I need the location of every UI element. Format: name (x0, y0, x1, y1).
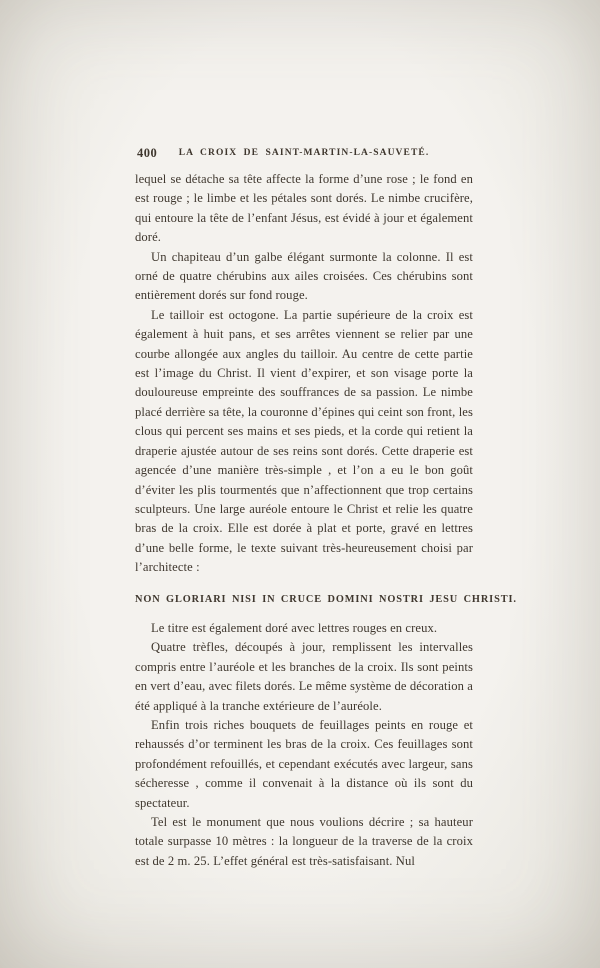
paragraph-tailloir: Le tailloir est octogone. La partie supérieure de la croix est également à huit pans, et ses arrêtes viennent se relier par une courbe allongée aux angles du tailloir. Au centre de cette partie est l’image du Christ. Il vient d’expirer, et son visage porte la douloureuse empreinte des souffrances de sa passion. Le nimbe placé derrière sa tête, la couronne d’épines qui ceint son front, les clous qui percent ses mains et ses pieds, et la corde qui retient la draperie ajustée autour de ses reins sont dorés. Cette draperie est agencée d’une manière très-simple , et l’on a eu le bon goût d’éviter les plis tourmentés que n’affectionnent que trop certains sculpteurs. Une large auréole entoure le Christ et relie les quatre bras de la croix. Elle est dorée à plat et porte, gravé en lettres d’une belle forme, le texte suivant très-heureusement choisi par l’architecte : (135, 307, 473, 575)
paragraph-feuillages: Enfin trois riches bouquets de feuillages peints en rouge et rehaussés d’or terminent les bras de la croix. Ces feuillages sont profondément refouillés, et cependant exécutés avec largeur, sans sécheresse , comme il convenait à la distance où ils sont du spectateur. (135, 717, 473, 810)
paragraph-chapiteau: Un chapiteau d’un galbe élégant surmonte la colonne. Il est orné de quatre chérubins aux ailes croisées. Ces chérubins sont entièrement dorés sur fond rouge. (135, 249, 473, 303)
paragraph-continuation: lequel se détache sa tête affecte la forme d’une rose ; le fond en est rouge ; le limbe et les pétales sont dorés. Le nimbe crucifère, qui entoure la tête de l’enfant Jésus, est évidé à jour et également doré. (135, 172, 473, 245)
page-header (135, 146, 473, 164)
latin-inscription: NON GLORIARI NISI IN CRUCE DOMINI NOSTRI JESU CHRISTI. (135, 593, 517, 605)
paragraph-monument: Tel est le monument que nous voulions décrire ; sa hauteur totale surpasse 10 mètres : la longueur de la traverse de la croix est de 2 m. 25. L’effet général est très-satisfaisant. Nul (135, 815, 473, 868)
text-block (135, 146, 517, 871)
paragraph-titre: Le titre est également doré avec lettres rouges en creux. (151, 620, 438, 635)
page-number: 400 (137, 146, 158, 160)
running-header-title: LA CROIX DE SAINT-MARTIN-LA-SAUVETÉ. (178, 148, 430, 158)
paragraph-trefles: Quatre trèfles, découpés à jour, remplissent les intervalles compris entre l’auréole et les branches de la croix. Ils sont peints en vert d’eau, avec filets dorés. Le même système de décoration a été appliqué à la tranche extérieure de l’auréole. (135, 640, 473, 713)
